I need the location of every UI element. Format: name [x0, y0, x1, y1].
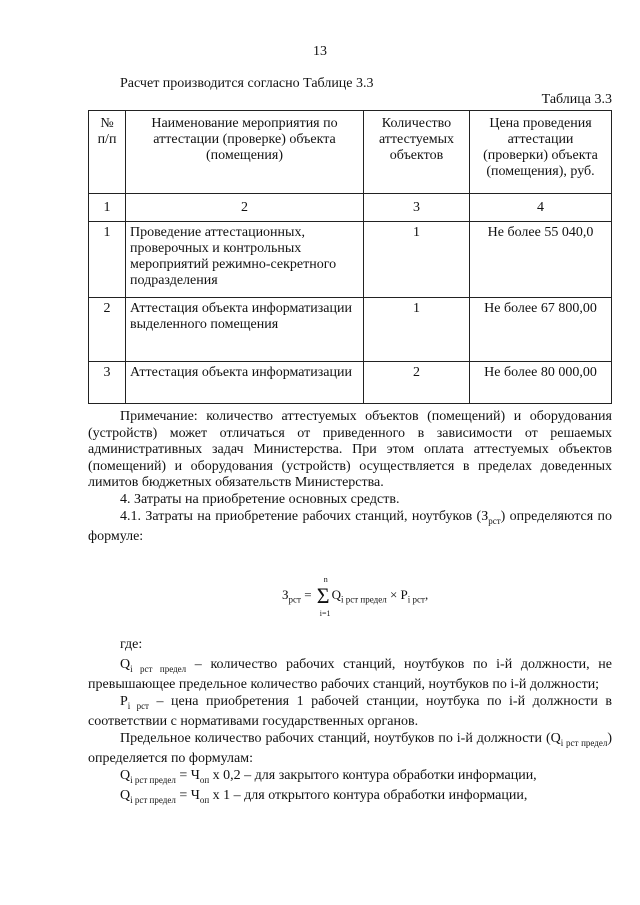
formula-eq: = — [300, 586, 315, 602]
where-label: где: — [120, 637, 143, 652]
f2-sub: i рст предел — [130, 794, 176, 805]
row-quantity: 1 — [364, 298, 470, 362]
header-number: № п/п — [89, 111, 126, 194]
header-name: Наименование мероприятия по аттестации (проверке) объекта (помещения) — [126, 111, 364, 194]
section-4-1-sub: рст — [488, 515, 501, 526]
row-quantity: 2 — [364, 362, 470, 404]
table-label: Таблица 3.3 — [541, 92, 612, 107]
row-number: 3 — [89, 362, 126, 404]
row-price: Не более 80 000,00 — [470, 362, 612, 404]
definitions-block — [88, 637, 612, 808]
header-quantity: Количество аттестуемых объектов — [364, 111, 470, 194]
row-number: 2 — [89, 298, 126, 362]
limit-text-1: Предельное количество рабочих станций, ноутбуков по i-й должности (Q — [120, 730, 561, 746]
column-number: 3 — [364, 194, 470, 222]
f1-sub: i рст предел — [130, 774, 176, 785]
row-price: Не более 55 040,0 — [470, 222, 612, 298]
formula-q: Q — [331, 586, 341, 602]
def-q-symbol: Q — [120, 656, 131, 672]
row-price: Не более 67 800,00 — [470, 298, 612, 362]
formula-p: P — [400, 586, 408, 602]
formula-closed-contour — [88, 768, 612, 788]
def-p-sub: i рст — [127, 700, 149, 711]
limit-text-2: ) определяется по формулам: — [88, 730, 612, 766]
def-q-sub: i рст предел — [130, 663, 187, 674]
definition-q — [88, 657, 612, 694]
section-4-heading: 4. Затраты на приобретение основных средств. — [120, 491, 400, 507]
section-4-1-text: 4.1. Затраты на приобретение рабочих станций, ноутбуков (З — [120, 508, 489, 524]
sum-upper-limit: n — [323, 575, 328, 584]
definition-p — [88, 694, 612, 731]
sum-lower-limit: i=1 — [319, 609, 331, 618]
formula-lhs-sub: рст — [288, 594, 301, 605]
cost-table — [88, 110, 612, 404]
note-block — [88, 409, 612, 546]
table-row — [89, 222, 612, 298]
f1-symbol: Q — [120, 767, 131, 783]
row-quantity: 1 — [364, 222, 470, 298]
sum-symbol-icon: Σ n i=1 — [316, 575, 331, 618]
table-row — [89, 298, 612, 362]
note-paragraph: Примечание: количество аттестуемых объектов (помещений) и оборудования (устройств) может отличаться от приведенного в зависимости от решаемых административных задач Министерства. При этом оплата аттестуемых объектов (помещений) и оборудования (устройств) осуществляется в пределах доведенных лимитов бюджетных обязательств Министерства. — [88, 409, 612, 491]
formula-end: , — [424, 586, 429, 602]
page-number: 13 — [313, 44, 327, 59]
limit-sub: i рст предел — [560, 737, 608, 748]
def-q-text: – количество рабочих станций, ноутбуков по i-й должности, не превышающее предельное количество рабочих станций, ноутбуков по i-й должности; — [88, 656, 612, 692]
limit-paragraph — [88, 731, 612, 768]
row-name: Проведение аттестационных, проверочных и контрольных мероприятий режимно-секретного подразделения — [126, 222, 364, 298]
formula — [282, 575, 429, 618]
row-name: Аттестация объекта информатизации — [126, 362, 364, 404]
def-p-symbol: P — [120, 693, 128, 709]
row-name: Аттестация объекта информатизации выделенного помещения — [126, 298, 364, 362]
table-row — [89, 362, 612, 404]
f2-eq: = Ч — [175, 787, 200, 803]
f1-eq: = Ч — [175, 767, 200, 783]
def-p-text: – цена приобретения 1 рабочей станции, ноутбука по i-й должности в соответствии с нормативами государственных органов. — [88, 693, 612, 729]
f2-ch-sub: оп — [199, 794, 210, 805]
f1-ch-sub: оп — [199, 774, 210, 785]
section-4-1-paragraph — [88, 509, 612, 546]
formula-p-sub: i рст — [407, 594, 425, 605]
section-4-1-end: ) определяются по формуле: — [88, 508, 613, 544]
column-number: 2 — [126, 194, 364, 222]
column-number: 4 — [470, 194, 612, 222]
f1-rest: x 0,2 – для закрытого контура обработки информации, — [209, 767, 537, 783]
intro-text: Расчет производится согласно Таблице 3.3 — [120, 76, 374, 91]
table-header-row — [89, 111, 612, 194]
formula-times: × — [386, 586, 401, 602]
formula-q-sub: i рст предел — [341, 594, 387, 605]
header-price: Цена проведения аттестации (проверки) объекта (помещения), руб. — [470, 111, 612, 194]
row-number: 1 — [89, 222, 126, 298]
f2-symbol: Q — [120, 787, 131, 803]
formula-lhs: З — [282, 586, 289, 602]
column-number-row — [89, 194, 612, 222]
f2-rest: x 1 – для открытого контура обработки информации, — [209, 787, 528, 803]
formula-open-contour — [88, 788, 612, 808]
column-number: 1 — [89, 194, 126, 222]
